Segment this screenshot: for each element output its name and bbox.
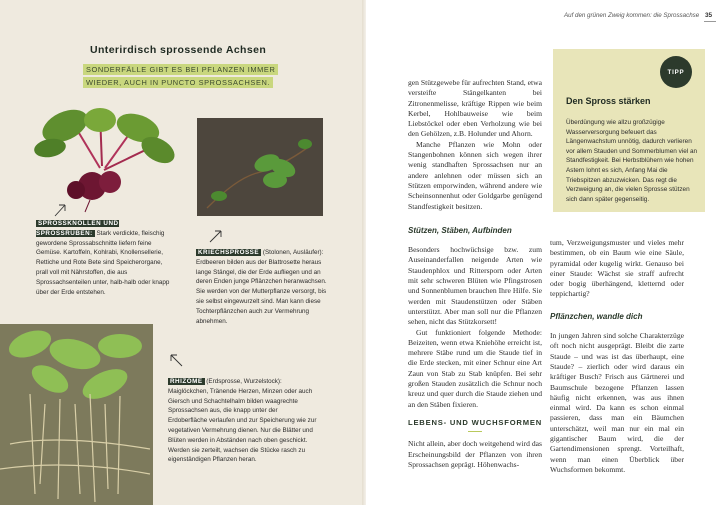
tip-badge: TIPP [660, 56, 692, 88]
arrow-icon [52, 202, 68, 218]
paragraph: Nicht allein, aber doch weitgehend wird das Erscheinungsbild der Pflanzen von ihren Sprossachsen geprägt. Höhenwachs- [408, 439, 542, 469]
rhizome-photo [0, 324, 153, 505]
caption-sprossknollen [36, 219, 171, 297]
subtitle-highlight: SONDERFÄLLE GIBT ES BEI PFLANZEN IMMER WIEDER, AUCH IN PUNCTO SPROSSACHSEN. [83, 64, 278, 88]
caption-text: (Stolonen, Ausläufer): Erdbeeren bilden aus der Blattrosette heraus lange Stängel, die der Erde aufliegen und an deren Enden junge Pflänzchen heranwachsen. Sie werden von der Mutterpflanze versorgt, bis sie selbst eingewurzelt sind. Man kann diese Tochterpflänzchen auch zur Vermehrung abnehmen. [196, 249, 327, 325]
section-heading: Pflänzchen, wandle dich [550, 311, 643, 321]
page-subtitle [83, 64, 293, 89]
caption-text: Stark verdickte, fleischig gewordene Sprossabschnitte liefern feine Gemüse. Kartoffeln, Kohlrabi, Knollensellerie, Rettiche und Rote Bete sind Speicherorgane, prall voll mit Nährstoffen, die aus Sprossachsenteilen unter, halb-halb oder knapp über der Erde entstehen. [36, 229, 170, 296]
right-page [366, 0, 720, 505]
text-column-2 [550, 238, 684, 475]
paragraph: Besonders hochwüchsige bzw. zum Auseinanderfallen neigende Arten wie Staudenphlox und Rittersporn oder Arten mit sehr schweren Blüten wie Pfingstrosen und Sonnenblumen brauchen Ihre Hilfe. Sie werden mit Staudenstützen oder Stäben unterstützt. Aber man soll nur die Pflanzen sehen, nicht das Stützkorsett! [408, 245, 542, 327]
caption-tag: SPROSSKNOLLEN UND SPROSSRÜBEN: [36, 220, 119, 237]
caption-tag: KRIECHSPROSSE [198, 249, 260, 256]
caption-text: (Erdsprosse, Wurzelstock): Maiglöckchen, Tränende Herzen, Minzen oder auch Giersch und Schachtelhalm bilden waagrechte Sprossachsen aus, die knapp unter der Erdoberfläche verlaufen und zur Speicherung wie zur vegetativen Vermehrung dienen. Nur die Blätter und Blüten werden in Abständen nach oben geschickt. Werden sie zerteilt, wachsen die Stücke rasch zu eigenständigen Pflanzen heran. [168, 378, 317, 464]
paragraph: tum, Verzweigungsmuster und vieles mehr bestimmen, ob ein Baum wie eine Säule, pyramidal oder kugelig wirkt. Genauso bei einer Staude: Wächst sie straff aufrecht oder bogig überhängend, kletternd oder teppichartig? [550, 238, 684, 299]
paragraph: gen Stützgewebe für aufrechten Stand, etwa versteifte Stängelkanten bei Zitronenmelisse, kräftige Rippen wie beim Kerbel, Hohlbauweise wie beim Liebstöckel oder eben Verholzung wie bei den Gehölzen, z.B. Holunder und Ahorn. [408, 78, 542, 139]
paragraph: Manche Pflanzen wie Mohn oder Stangenbohnen können sich wegen ihrer wenig standhaften Sprossachsen nur an andere anlehnen oder müssen sich an Stützen emporwinden, während andere wie Scheinsonnenhut oder Goldgarbe genügend Standfestigkeit besitzen. [408, 139, 542, 211]
header-rule [704, 21, 716, 22]
running-head: Auf den grünen Zweig kommen: die Sprossachse [564, 12, 700, 19]
tip-title: Den Spross stärken [566, 96, 651, 106]
paragraph: Gut funktioniert folgende Methode: Beizeiten, wenn etwa Kniehöhe erreicht ist, mehrere Stäbe rund um die Staude tief in die Erde stecken, mit einer Schnur eine Art Zaun von Stab zu Stab knüpfen. Bei sehr großen Stauden zusätzlich die Schnur noch kreuz und quer durch die Staude ziehen und an den Stäben fixieren. [408, 327, 542, 409]
arrow-icon [168, 352, 184, 368]
page-number: 35 [705, 12, 713, 19]
caption-rhizome [168, 377, 318, 465]
strawberry-runner-photo [197, 118, 323, 216]
text-column-1 [408, 78, 542, 470]
beetroot-photo [30, 108, 180, 213]
paragraph: In jungen Jahren sind solche Charakterzüge oft noch nicht ausgeprägt. Bleibt die zarte Staude – und was ist das überhaupt, eine Staude? – zierlich oder wird daraus ein kräftiger Busch? Frisch aus Gärtnerei und Baumschule bezogene Pflanzen lassen häufig nicht erkennen, was aus ihnen einmal wird. Da kann es schon einmal passieren, dass man ein Bäumchen unterschätzt, weil man nur ein mal ein gigantischer Baum wird, die der Gartendimensionen sprengt. Vorteilhaft, wenn man einen Überblick über Wuchsformen bekommt. [550, 331, 684, 474]
caption-kriechsprosse [196, 248, 327, 326]
page-title: Unterirdisch sprossende Achsen [90, 44, 267, 56]
arrow-icon [208, 228, 224, 244]
section-heading: LEBENS- UND WUCHSFORMEN [408, 418, 542, 432]
caption-tag: RHIZOME [170, 378, 203, 385]
tip-text: Überdüngung wie allzu großzügige Wasserversorgung befeuert das Längenwachstum unnötig, dadurch verlieren vor allem Stauden und Sommerblumen viel an Standfestigkeit. Bei Herbstblühern wie hohen Astern lohnt es sich, Anfang Mai die Triebspitzen abzuzwicken. Das regt die Verzweigung an, die vielen Sprosse stützen sich dann später gegenseitig. [566, 119, 698, 203]
section-heading: Stützen, Stäben, Aufbinden [408, 225, 512, 235]
